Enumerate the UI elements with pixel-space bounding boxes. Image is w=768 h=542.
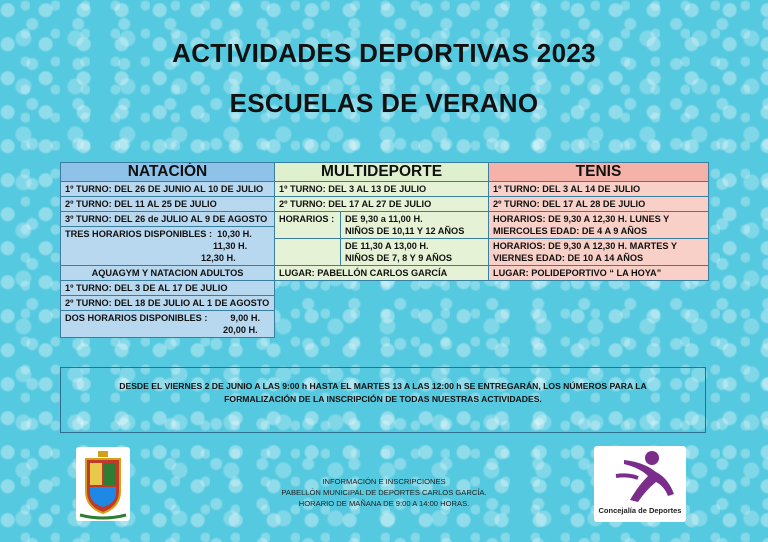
notice-line-2: FORMALIZACIÓN DE LA INSCRIPCIÓN DE TODAS NUESTRAS ACTIVIDADES. — [224, 394, 542, 404]
tenis-turno-1: 1º TURNO: DEL 3 AL 14 DE JULIO — [489, 182, 709, 197]
tenis-horario-1 — [489, 212, 709, 239]
info-line-2: PABELLÓN MUNICIPAL DE DEPORTES CARLOS GARCÍA. — [281, 488, 487, 497]
tenis-horario-2 — [489, 239, 709, 266]
natacion-turno-1: 1º TURNO: DEL 26 DE JUNIO AL 10 DE JULIO — [61, 182, 275, 197]
aquagym-turno-1: 1º TURNO: DEL 3 DE AL 17 DE JULIO — [61, 281, 275, 296]
natacion-horarios-label: TRES HORARIOS DISPONIBLES : — [65, 229, 213, 239]
multideporte-spacer — [275, 239, 341, 266]
natacion-header: NATACIÓN — [61, 163, 275, 182]
natacion-horario-2: 11,30 H. — [213, 241, 248, 251]
tenis-header: TENIS — [489, 163, 709, 182]
multideporte-lugar: LUGAR: PABELLÓN CARLOS GARCÍA — [275, 266, 489, 281]
coat-of-arms-icon — [76, 447, 130, 521]
tenis-horario-2-line-1: HORARIOS: DE 9,30 A 12,30 H. MARTES Y — [493, 241, 677, 251]
registration-notice — [60, 367, 706, 433]
notice-line-1: DESDE EL VIERNES 2 DE JUNIO A LAS 9:00 h HASTA EL MARTES 13 A LAS 12:00 h SE ENTREGARÁN, LOS NÚMEROS PARA LA — [119, 381, 647, 391]
multideporte-turno-1: 1º TURNO: DEL 3 AL 13 DE JULIO — [275, 182, 489, 197]
multideporte-group-2 — [341, 239, 489, 266]
natacion-horarios — [61, 227, 275, 266]
multideporte-group-1-time: DE 9,30 a 11,00 H. — [345, 214, 423, 224]
tenis-horario-1-line-1: HORARIOS: DE 9,30 A 12,30 H. LUNES Y — [493, 214, 670, 224]
schedule-table — [60, 162, 709, 338]
info-line-3: HORARIO DE MAÑANA DE 9:00 A 14:00 HORAS. — [298, 499, 470, 508]
tenis-turno-2: 2º TURNO: DEL 17 AL 28 DE JULIO — [489, 197, 709, 212]
concejalia-logo-text: Concejalía de Deportes — [598, 506, 682, 515]
aquagym-title: AQUAGYM Y NATACION ADULTOS — [61, 266, 275, 281]
info-block — [250, 476, 518, 509]
tenis-horario-2-line-2: VIERNES EDAD: DE 10 A 14 AÑOS — [493, 253, 644, 263]
aquagym-horario-2: 20,00 H. — [223, 325, 258, 335]
multideporte-group-1-ages: NIÑOS DE 10,11 Y 12 AÑOS — [345, 226, 465, 236]
multideporte-turno-2: 2º TURNO: DEL 17 AL 27 DE JULIO — [275, 197, 489, 212]
multideporte-group-1 — [341, 212, 489, 239]
page-title: ACTIVIDADES DEPORTIVAS 2023 — [172, 38, 596, 68]
aquagym-horarios-label: DOS HORARIOS DISPONIBLES : — [65, 313, 208, 323]
aquagym-turno-2: 2º TURNO: DEL 18 DE JULIO AL 1 DE AGOSTO — [61, 296, 275, 311]
tenis-lugar: LUGAR: POLIDEPORTIVO “ LA HOYA” — [489, 266, 709, 281]
natacion-turno-3: 3º TURNO: DEL 26 de JULIO AL 9 DE AGOSTO — [61, 212, 275, 227]
multideporte-horarios-label: HORARIOS : — [275, 212, 341, 239]
multideporte-group-2-time: DE 11,30 A 13,00 H. — [345, 241, 429, 251]
multideporte-group-2-ages: NIÑOS DE 7, 8 Y 9 AÑOS — [345, 253, 453, 263]
concejalia-logo — [594, 446, 686, 522]
multideporte-header: MULTIDEPORTE — [275, 163, 489, 182]
aquagym-horarios — [61, 311, 275, 338]
tenis-horario-1-line-2: MIERCOLES EDAD: DE 4 A 9 AÑOS — [493, 226, 648, 236]
page-subtitle: ESCUELAS DE VERANO — [229, 88, 539, 118]
info-line-1: INFORMACIÓN E INSCRIPCIONES — [322, 477, 446, 486]
aquagym-horario-1: 9,00 H. — [230, 313, 261, 323]
runner-icon — [594, 446, 686, 506]
natacion-horario-1: 10,30 H. — [217, 229, 252, 239]
natacion-turno-2: 2º TURNO: DEL 11 AL 25 DE JULIO — [61, 197, 275, 212]
natacion-horario-3: 12,30 H. — [201, 253, 236, 263]
